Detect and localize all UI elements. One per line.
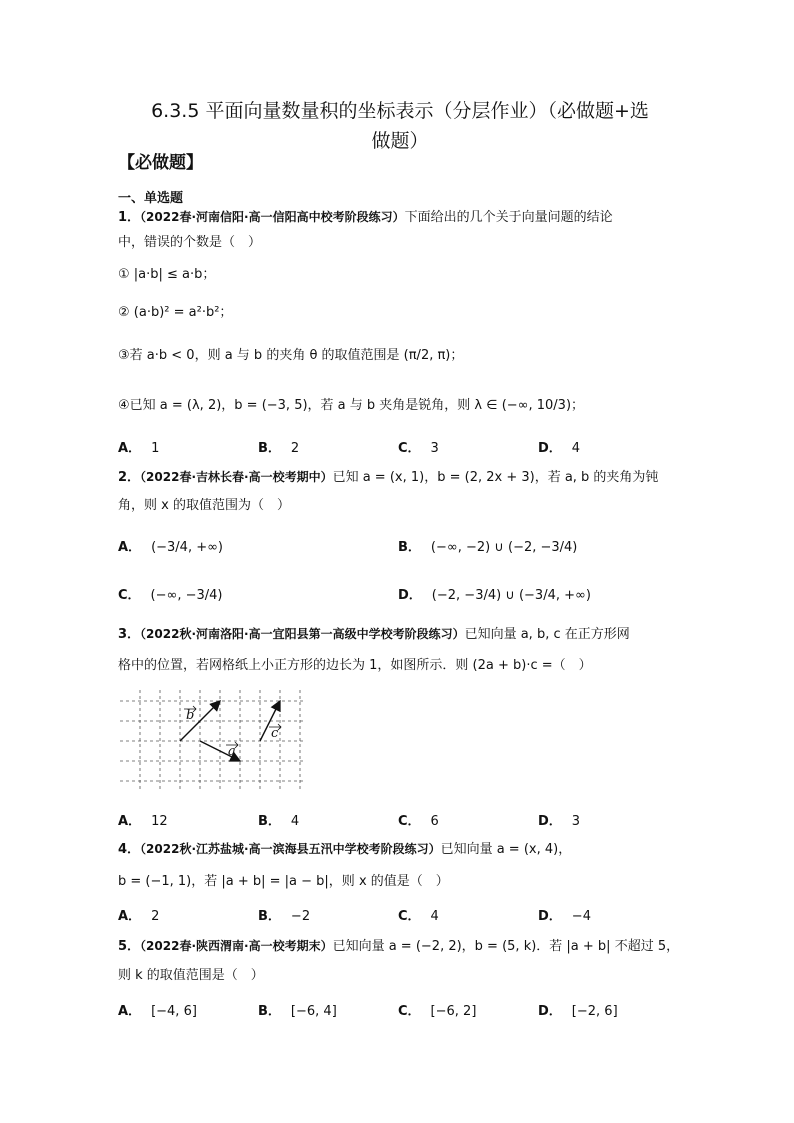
q5-line-1 [118,937,679,956]
q1-statement-4: ④已知 a = (λ, 2)，b = (−3, 5)，若 a 与 b 夹角是锐角，则 λ ∈ (−∞, 10/3)； [118,398,585,413]
q2-line-1 [118,468,658,487]
grid-lines [120,690,304,792]
q5-stem-a: 已知向量 a = (−2, 2)，b = (5, k)．若 |a + b| 不超过 5， [332,939,680,954]
q1-statement-1: ① |a·b| ≤ a·b； [118,267,216,282]
q4-line-1 [118,840,571,859]
q4-stem-b: b = (−1, 1)，若 |a + b| = |a − b|，则 x 的值是（ ） [118,874,449,889]
q3-number: 3． [118,627,141,642]
q3-option-c: C． 6 [398,814,439,829]
q5-option-c: C． [−6, 2] [398,1004,477,1019]
q2-number: 2． [118,470,141,485]
q1-line-1 [118,208,613,227]
title-line-2: 做题） [371,130,429,152]
title-line-1: 6.3.5 平面向量数量积的坐标表示（分层作业）（必做题+选 [151,100,649,122]
vector-grid-figure [118,688,308,798]
q5-option-a: A． [−4, 6] [118,1004,197,1019]
q3-source: （2022秋·河南洛阳·高一宜阳县第一高级中学校考阶段练习） [140,627,465,641]
vector-a-label: a [228,744,236,759]
q1-source: （2022春·河南信阳·高一信阳高中校考阶段练习） [140,210,405,224]
q5-option-d: D． [−2, 6] [538,1004,618,1019]
q1-statement-2: ② (a·b)² = a²·b²； [118,305,233,320]
q1-number: 1． [118,210,141,225]
q4-option-b: B． −2 [258,909,311,924]
q5-stem-b: 则 k 的取值范围是（ ） [118,968,264,983]
q2-option-c: C． (−∞, −3/4) [118,588,223,603]
q4-stem-a: 已知向量 a = (x, 4)， [440,842,572,857]
q3-stem-a: 已知向量 a, b, c 在正方形网 [464,627,630,642]
q4-source: （2022秋·江苏盐城·高一滨海县五汛中学校考阶段练习） [140,842,441,856]
vector-c-label: c [271,726,279,741]
q2-option-d: D． (−2, −3/4) ∪ (−3/4, +∞) [398,588,591,603]
q5-option-b: B． [−6, 4] [258,1004,337,1019]
q3-line-1 [118,625,630,644]
question-type-heading: 一、单选题 [118,191,184,206]
q1-stem-b: 中，错误的个数是（ ） [118,235,262,250]
q1-option-d: D． 4 [538,441,581,456]
q1-option-a: A． 1 [118,441,160,456]
vector-b-label: b [186,708,195,723]
q4-number: 4． [118,842,141,857]
q3-option-b: B． 4 [258,814,300,829]
q1-option-c: C． 3 [398,441,439,456]
q1-stem-a: 下面给出的几个关于向量问题的结论 [404,210,613,225]
q2-option-b: B． (−∞, −2) ∪ (−2, −3/4) [398,540,578,555]
q5-number: 5． [118,939,141,954]
q4-option-d: D． −4 [538,909,591,924]
q1-statement-3: ③若 a·b < 0，则 a 与 b 的夹角 θ 的取值范围是 (π/2, π)； [118,348,464,363]
q3-option-d: D． 3 [538,814,581,829]
q1-option-b: B． 2 [258,441,300,456]
q4-option-c: C． 4 [398,909,439,924]
q4-option-a: A． 2 [118,909,160,924]
q3-option-a: A． 12 [118,814,168,829]
q5-source: （2022春·陕西渭南·高一校考期末） [140,939,333,953]
q3-stem-b: 格中的位置，若网格纸上小正方形的边长为 1，如图所示．则 (2a + b)·c =（ ） [118,658,592,673]
q2-stem-b: 角，则 x 的取值范围为（ ） [118,498,290,513]
q2-option-a: A． (−3/4, +∞) [118,540,224,555]
q2-source: （2022春·吉林长春·高一校考期中） [140,470,333,484]
q2-stem-a: 已知 a = (x, 1)，b = (2, 2x + 3)，若 a, b 的夹角为钝 [332,470,659,485]
section-heading: 【必做题】 [118,153,203,173]
page-title [120,96,680,156]
